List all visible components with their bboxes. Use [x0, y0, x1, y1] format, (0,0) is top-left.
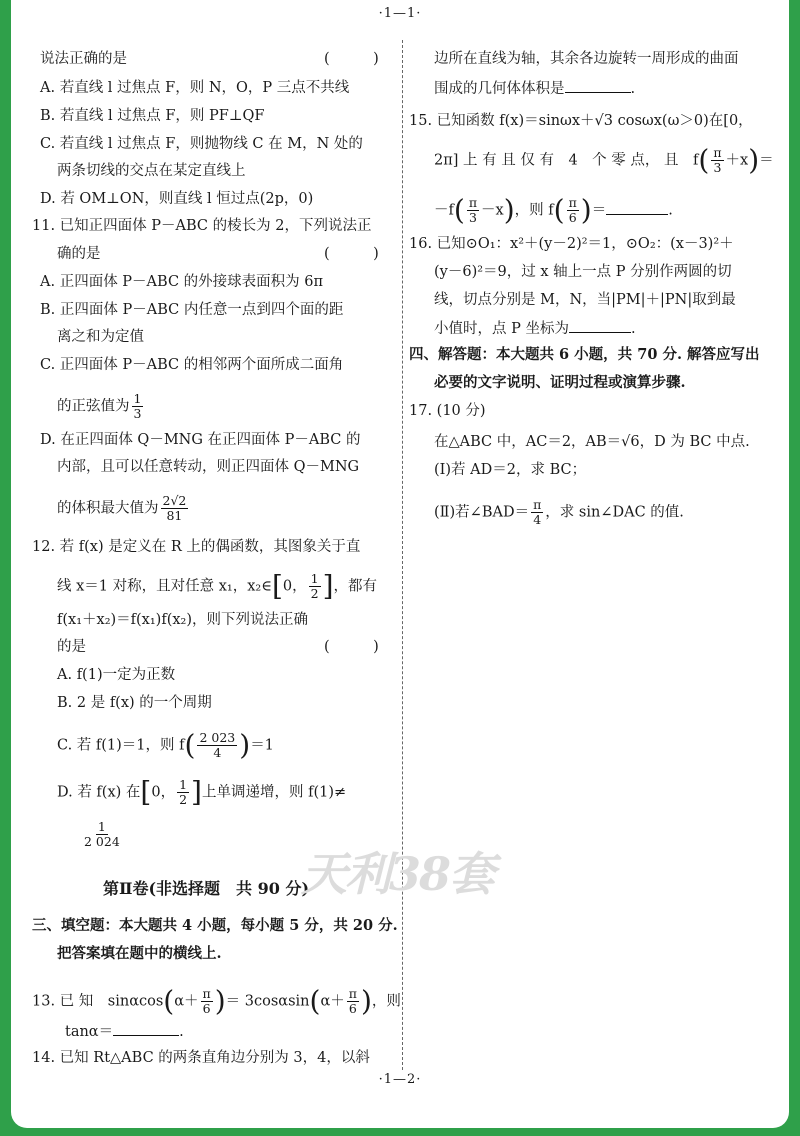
fraction: $\frac{1}{2}$	[310, 571, 319, 601]
q11-opt-b: B. 正四面体 P－ABC 内任意一点到四个面的距	[40, 302, 344, 318]
q11-line2: 确的是	[57, 246, 101, 262]
q10-cont: 说法正确的是	[40, 51, 127, 67]
page-number-bottom: ·1—2·	[378, 1072, 422, 1087]
answer-paren: ( )	[324, 51, 379, 67]
q12-opt-a: A. f(1)一定为正数	[57, 667, 176, 683]
q12-line3: f(x₁＋x₂)＝f(x₁)f(x₂)，则下列说法正确	[57, 612, 309, 628]
fraction: $\frac{1}{3}$	[133, 391, 142, 421]
fraction: $\frac{\pi}{3}$	[468, 195, 478, 225]
q10-opt-c-cont: 两条切线的交点在某定直线上	[57, 163, 246, 179]
fraction: $\frac{2√2}{81}$	[162, 493, 187, 523]
q16-line2: (y－6)²＝9，过 x 轴上一点 P 分别作两圆的切	[434, 264, 732, 280]
section-4-heading: 四、解答题：本大题共 6 小题，共 70 分. 解答应写出	[409, 346, 760, 363]
q17-line2: (Ⅰ)若 AD＝2，求 BC；	[434, 462, 587, 478]
q11-opt-d: D. 在正四面体 Q－MNG 在正四面体 P－ABC 的	[40, 432, 361, 448]
q10-opt-c: C. 若直线 l 过焦点 F，则抛物线 C 在 M，N 处的	[40, 136, 363, 152]
q17-line3: (Ⅱ)若∠BAD＝ $\frac{\pi}{4}$ ，求 sin∠DAC 的值.	[434, 497, 684, 527]
q14-line1: 14. 已知 Rt△ABC 的两条直角边分别为 3，4，以斜	[32, 1050, 370, 1066]
section-4-heading-cont: 必要的文字说明、证明过程或演算步骤.	[434, 374, 686, 391]
q12-line1: 12. 若 f(x) 是定义在 R 上的偶函数，其图象关于直	[32, 539, 361, 555]
q11-opt-d-cont1: 内部，且可以任意转动，则正四面体 Q－MNG	[57, 459, 360, 475]
fraction: $\frac{1}{2}$	[179, 777, 188, 807]
exam-page	[11, 0, 789, 1128]
fraction: $\frac{\pi}{4}$	[533, 497, 542, 527]
q17-line1: 在△ABC 中，AC＝2，AB＝√6，D 为 BC 中点.	[434, 434, 750, 450]
q12-opt-b: B. 2 是 f(x) 的一个周期	[57, 695, 212, 711]
q11-opt-b-cont: 离之和为定值	[57, 329, 144, 345]
answer-paren: ( )	[324, 246, 379, 262]
q12-opt-d-cont	[80, 820, 124, 849]
q16-line4: 小值时，点 P 坐标为 .	[434, 318, 636, 339]
q16-line3: 线，切点分别是 M，N，当|PM|＋|PN|取到最	[434, 292, 736, 308]
q10-opt-b: B. 若直线 l 过焦点 F，则 PF⊥QF	[40, 108, 265, 124]
q15-line2: 2π] 上 有 且 仅 有 4 个 零 点， 且 f( $\frac{\pi}{3}$ ＋x)＝	[434, 143, 774, 177]
fraction: $\frac{\pi}{3}$	[713, 145, 722, 175]
q13-line2: tanα＝ .	[65, 1021, 184, 1042]
answer-blank[interactable]	[606, 200, 668, 215]
q17-heading: 17. (10 分)	[409, 403, 486, 419]
q16-line1: 16. 已知⊙O₁：x²＋(y－2)²＝1，⊙O₂：(x－3)²＋	[409, 236, 734, 252]
fraction: $\frac{\pi}{6}$	[568, 195, 577, 225]
q12-line4: 的是	[57, 639, 86, 655]
q10-opt-a: A. 若直线 l 过焦点 F，则 N，O，P 三点不共线	[40, 80, 350, 96]
fraction: $\frac{1}{2 024}$	[84, 819, 120, 849]
q14-line2: 边所在直线为轴，其余各边旋转一周形成的曲面	[434, 51, 739, 67]
q11-opt-a: A. 正四面体 P－ABC 的外接球表面积为 6π	[40, 274, 324, 290]
section-3-heading-cont: 把答案填在题中的横线上.	[57, 945, 222, 962]
fraction: $\frac{\pi}{6}$	[202, 986, 211, 1016]
answer-blank[interactable]	[565, 78, 631, 93]
column-divider	[402, 40, 403, 1070]
q12-opt-d: D. 若 f(x) 在[0， $\frac{1}{2}$ ]上单调递增，则 f(1)≠	[57, 775, 347, 809]
q14-line3: 围成的几何体体积是 .	[434, 78, 635, 99]
fraction: $\frac{\pi}{6}$	[348, 986, 357, 1016]
section-3-heading: 三、填空题：本大题共 4 小题，每小题 5 分，共 20 分.	[32, 917, 398, 934]
q11-opt-d-cont2: 的体积最大值为 $\frac{2√2}{81}$	[57, 493, 187, 523]
page-number-top: ·1—1·	[378, 6, 422, 21]
q15-line1: 15. 已知函数 f(x)＝sinωx＋√3 cosωx(ω＞0)在[0，	[409, 113, 753, 129]
q12-opt-c: C. 若 f(1)＝1，则 f( $\frac{2 023}{4}$ )＝1	[57, 728, 274, 762]
q11-line1: 11. 已知正四面体 P－ABC 的棱长为 2，下列说法正	[32, 218, 372, 234]
q13-line1: 13. 已 知 sinαcos(α＋ $\frac{\pi}{6}$ )＝ 3cosαsin(α＋ $\frac{\pi}{6}$ )，则	[32, 984, 401, 1018]
answer-paren: ( )	[324, 639, 379, 655]
answer-blank[interactable]	[113, 1021, 179, 1036]
answer-blank[interactable]	[569, 318, 631, 333]
q11-opt-c-cont: 的正弦值为 $\frac{1}{3}$	[57, 391, 142, 421]
publisher-watermark: 天利38套	[301, 847, 494, 901]
volume-2-title: 第Ⅱ卷(非选择题 共 90 分)	[103, 879, 310, 898]
q15-line3: －f( $\frac{\pi}{3}$ －x)，则 f( $\frac{\pi}{6}$ )＝ .	[434, 193, 673, 227]
q10-opt-d: D. 若 OM⊥ON，则直线 l 恒过点(2p，0)	[40, 191, 314, 207]
q11-opt-c: C. 正四面体 P－ABC 的相邻两个面所成二面角	[40, 357, 344, 373]
fraction: $\frac{2 023}{4}$	[199, 730, 236, 760]
q12-line2: 线 x＝1 对称，且对任意 x₁，x₂∈[0， $\frac{1}{2}$ ]，都有	[57, 569, 378, 603]
